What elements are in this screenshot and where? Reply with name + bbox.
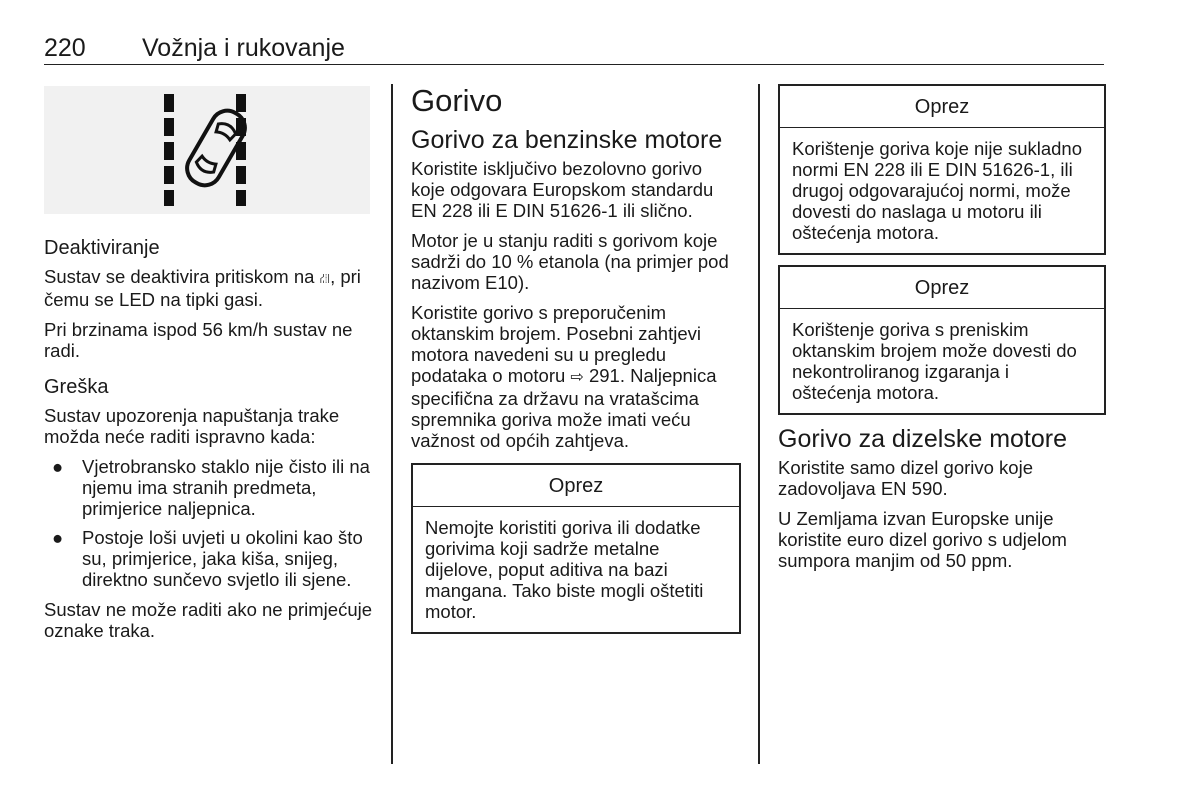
deactivation-paragraph-1: Sustav se deaktivira pritiskom na ⛜, pri čemu se LED na tipki gasi. xyxy=(44,266,361,310)
caution-box-1 xyxy=(778,84,1106,255)
caution-box-2 xyxy=(778,265,1106,415)
column-divider-1 xyxy=(391,84,393,764)
chapter-title: Vožnja i rukovanje xyxy=(142,34,345,62)
deactivation-paragraph-2: Pri brzinama ispod 56 km/h sustav ne radi. xyxy=(44,319,353,361)
fault-paragraph-1: Sustav upozorenja napuštanja trake možda neće raditi ispravno kada: xyxy=(44,405,340,447)
petrol-paragraph-2: Motor je u stanju raditi s gorivom koje sadrži do 10 % etanola (na primjer pod nazivom E10). xyxy=(411,230,729,293)
fault-heading: Greška xyxy=(44,376,109,398)
diesel-paragraph-1: Koristite samo dizel gorivo koje zadovoljava EN 590. xyxy=(778,457,1033,499)
page-number: 220 xyxy=(44,34,86,62)
column-divider-2 xyxy=(758,84,760,764)
caution-text: Korištenje goriva s preniskim oktanskim brojem može dovesti do nekontroliranog izgaranja i oštećenja motora. xyxy=(792,319,1077,403)
bullet-icon: ● xyxy=(52,456,64,477)
page-reference-arrow-icon: ⇨ xyxy=(570,369,584,386)
caution-text: Nemojte koristiti goriva ili dodatke gorivima koji sadrže metalne dijelove, poput aditiva na bazi mangana. Tako biste mogli oštetiti motor. xyxy=(425,517,704,622)
caution-box xyxy=(411,463,741,634)
diesel-heading: Gorivo za dizelske motore xyxy=(778,425,1068,453)
caution-text: Korištenje goriva koje nije sukladno normi EN 228 ili E DIN 51626-1, ili drugoj odgovarajućoj normi, može dovesti do naslaga u motoru ili oštećenja motora. xyxy=(792,138,1083,243)
column-middle xyxy=(411,84,741,644)
petrol-paragraph-3: Koristite gorivo s preporučenim oktanskim brojem. Posebni zahtjevi motora navedeni su u pregledu podataka o motoru ⇨ 291. Naljepnica specifična za državu na vratašcima spremnika goriva može imati veću važnost od općih zahtjeva. xyxy=(411,302,717,451)
diesel-paragraph-2: U Zemljama izvan Europske unije koristite euro dizel gorivo s udjelom sumpora manjim od 50 ppm. xyxy=(778,508,1067,571)
lane-departure-icon xyxy=(44,86,370,214)
caution-title: Oprez xyxy=(780,267,1104,309)
caution-title: Oprez xyxy=(780,86,1104,128)
deactivation-heading: Deaktiviranje xyxy=(44,237,160,259)
list-item: ● Vjetrobransko staklo nije čisto ili na njemu ima stranih predmeta, primjerice naljepnica. xyxy=(52,456,370,519)
fault-paragraph-2: Sustav ne može raditi ako ne primjećuje oznake traka. xyxy=(44,599,373,641)
lane-departure-illustration xyxy=(44,86,370,214)
section-title: Gorivo xyxy=(411,83,503,118)
fault-conditions-list xyxy=(44,456,374,590)
page-header xyxy=(44,34,1104,65)
column-left xyxy=(44,84,374,650)
lane-assist-button-icon: ⛜ xyxy=(319,270,331,286)
petrol-paragraph-1: Koristite isključivo bezolovno gorivo koje odgovara Europskom standardu EN 228 ili E DIN 51626-1 ili slično. xyxy=(411,158,714,221)
bullet-icon: ● xyxy=(52,527,64,548)
list-item: ● Postoje loši uvjeti u okolini kao što su, primjerice, jaka kiša, snijeg, direktno sunčevo svjetlo ili sjene. xyxy=(52,527,363,590)
caution-title: Oprez xyxy=(413,465,739,507)
column-right xyxy=(778,84,1106,580)
petrol-heading: Gorivo za benzinske motore xyxy=(411,126,723,154)
